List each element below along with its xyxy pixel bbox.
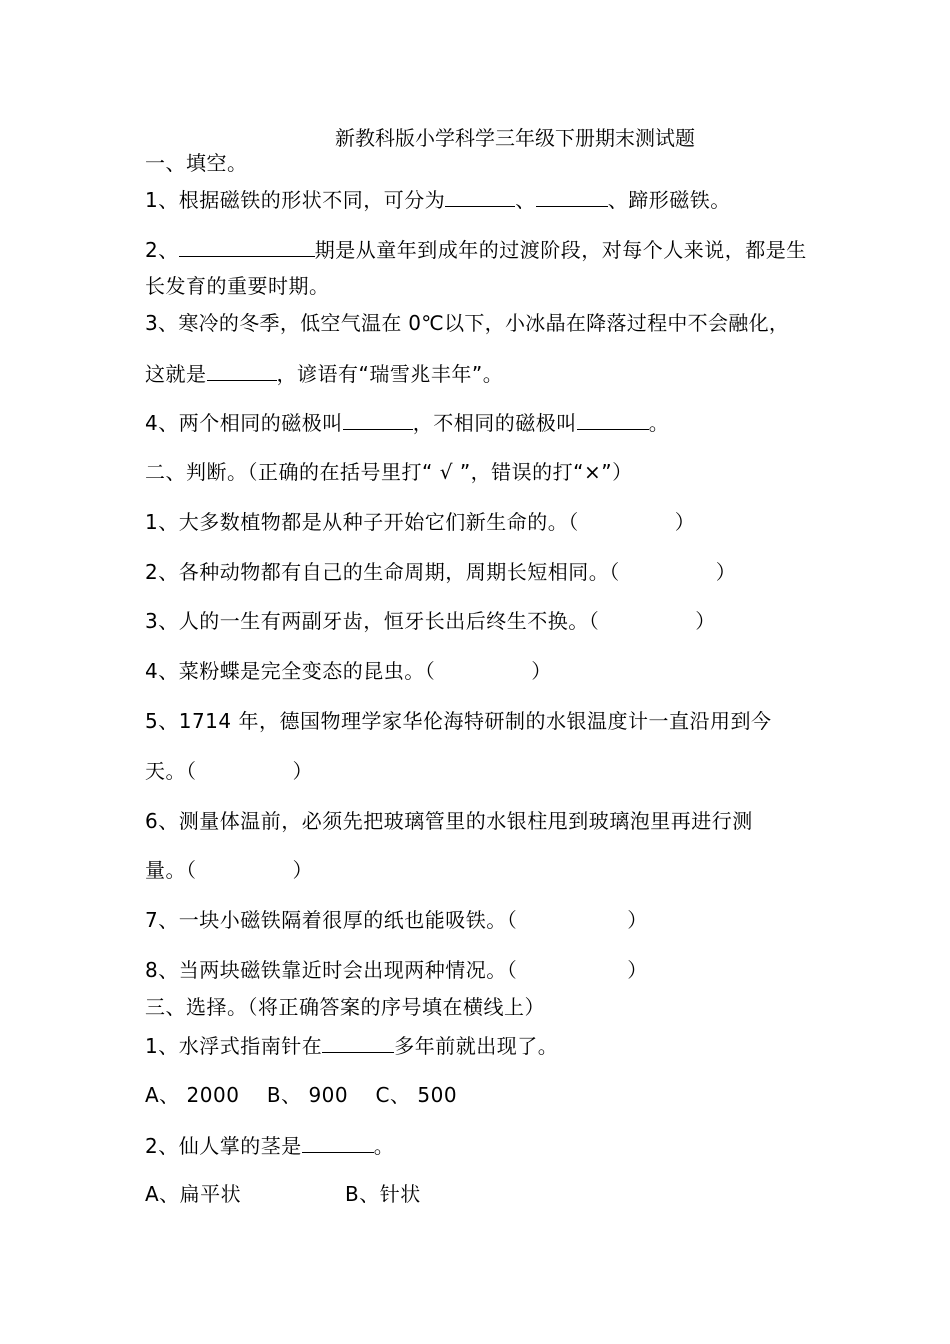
- judge-question-8: 8、当两块磁铁靠近时会出现两种情况。（ ）: [145, 958, 648, 982]
- answer-blank[interactable]: [445, 186, 515, 207]
- section-judge-heading: 二、判断。（正确的在括号里打“ √ ”，错误的打“×”）: [145, 460, 633, 484]
- judge-question-6: 6、测量体温前，必须先把玻璃管里的水银柱甩到玻璃泡里再进行测: [145, 809, 753, 833]
- section-choice-heading: 三、选择。（将正确答案的序号填在横线上）: [145, 995, 545, 1019]
- judge-question-6-cont: 量。（ ）: [145, 858, 313, 882]
- fill-question-1: 1、根据磁铁的形状不同，可分为 、 、蹄形磁铁。: [145, 188, 731, 212]
- choice-question-2: 2、仙人掌的茎是 。: [145, 1134, 395, 1158]
- judge-question-4: 4、菜粉蝶是完全变态的昆虫。（ ）: [145, 659, 552, 683]
- page-title: 新教科版小学科学三年级下册期末测试题: [335, 126, 695, 150]
- judge-question-5: 5、1714 年，德国物理学家华伦海特研制的水银温度计一直沿用到今: [145, 709, 772, 733]
- fill-question-3-cont: 这就是 ，谚语有“瑞雪兆丰年”。: [145, 362, 504, 386]
- judge-question-2: 2、各种动物都有自己的生命周期，周期长短相同。（ ）: [145, 560, 737, 584]
- judge-question-7: 7、一块小磁铁隔着很厚的纸也能吸铁。（ ）: [145, 908, 648, 932]
- judge-question-5-cont: 天。（ ）: [145, 759, 313, 783]
- section-fill-in-heading: 一、填空。: [145, 151, 248, 175]
- judge-question-3: 3、人的一生有两副牙齿，恒牙长出后终生不换。（ ）: [145, 609, 716, 633]
- answer-blank[interactable]: [343, 409, 413, 430]
- choice-question-2-option-b: B、针状: [345, 1182, 421, 1206]
- answer-blank[interactable]: [536, 186, 608, 207]
- choice-question-1-options: A、 2000 B、 900 C、 500: [145, 1083, 458, 1107]
- choice-question-1: 1、水浮式指南针在 多年前就出现了。: [145, 1034, 559, 1058]
- choice-question-2-option-a: A、扁平状: [145, 1182, 242, 1206]
- answer-blank[interactable]: [577, 409, 649, 430]
- judge-question-1: 1、大多数植物都是从种子开始它们新生命的。（ ）: [145, 510, 696, 534]
- answer-blank[interactable]: [179, 236, 315, 257]
- answer-blank[interactable]: [302, 1132, 374, 1153]
- answer-blank[interactable]: [322, 1032, 394, 1053]
- fill-question-2-cont: 长发育的重要时期。: [145, 274, 330, 298]
- answer-blank[interactable]: [207, 360, 277, 381]
- fill-question-3: 3、寒冷的冬季，低空气温在 0℃以下，小冰晶在降落过程中不会融化，: [145, 311, 790, 335]
- fill-question-2: 2、 期是从童年到成年的过渡阶段，对每个人来说，都是生: [145, 238, 807, 262]
- fill-question-4: 4、两个相同的磁极叫 ，不相同的磁极叫 。: [145, 411, 670, 435]
